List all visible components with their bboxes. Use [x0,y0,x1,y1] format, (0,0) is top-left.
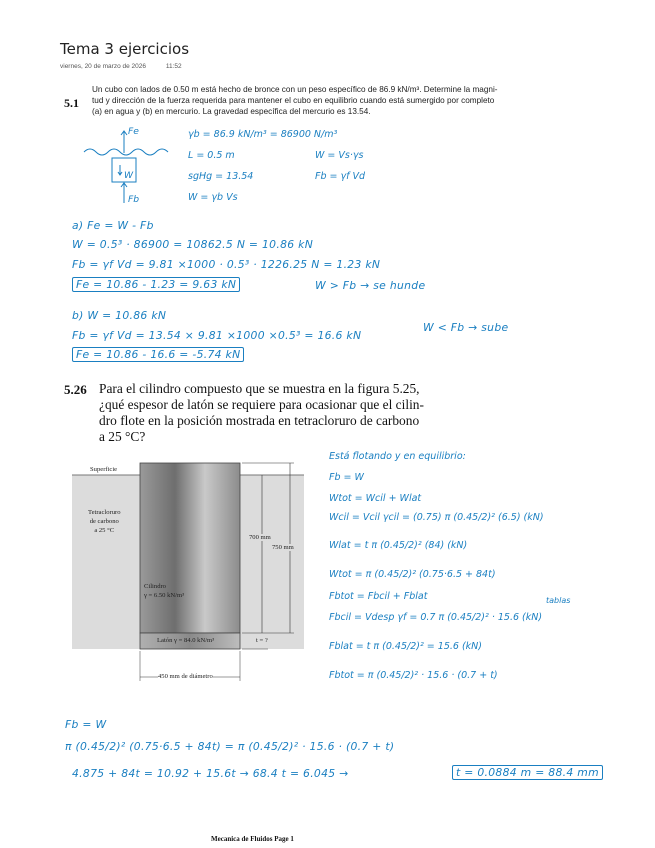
final-result: t = 0.0884 m = 88.4 mm [452,765,603,780]
cylinder-figure [72,455,312,695]
figure-750-label: 750 mm [272,544,294,551]
problem-5-26-line: Para el cilindro compuesto que se muestra en la figura 5.25, [99,381,420,396]
solution-line: Fbcil = Vdesp γf = 0.7 π (0.45/2)² · 15.6 (kN) [329,612,543,623]
part-a-line-1: a) Fe = W - Fb [72,219,154,232]
part-b-conclusion: W < Fb → sube [423,321,509,334]
figure-cylinder-line: γ = 6.50 kN/m³ [144,592,185,599]
part-a-line-2: W = 0.5³ · 86900 = 10862.5 N = 10.86 kN [72,238,314,251]
given-buoyancy-formula: Fb = γf Vd [315,171,366,182]
part-b-line-2: Fb = γf Vd = 13.54 × 9.81 ×1000 ×0.5³ = 16.6 kN [72,329,362,342]
given-weight: W = γb Vs [188,192,238,203]
solution-line: Wcil = Vcil γcil = (0.75) π (0.45/2)² (6.5) (kN) [329,512,544,523]
figure-fluid-line: de carbono [89,518,119,525]
page-meta [60,63,200,70]
part-a-line-3: Fb = γf Vd = 9.81 ×1000 · 0.5³ · 1226.25 N = 1.23 kN [72,258,381,271]
figure-thickness-label: t = ? [256,637,268,644]
problem-5-26-text [99,381,424,445]
part-b-line-1: b) W = 10.86 kN [72,309,167,322]
given-length: L = 0.5 m [188,150,235,161]
solution-line: Está flotando y en equilibrio: [329,451,466,462]
problem-5-26-line: dro flote en la posición mostrada en tetracloruro de carbono [99,413,420,428]
page-time: 11:52 [165,63,182,70]
problem-number-5-26: 5.26 [64,382,87,397]
figure-700-label: 700 mm [249,534,271,541]
problem-number-5-1: 5.1 [64,96,79,110]
solution-line: Fblat = t π (0.45/2)² = 15.6 (kN) [329,641,482,652]
figure-brass-label: Latón γ = 84.0 kN/m³ [157,637,215,644]
problem-5-1-line: (a) en agua y (b) en mercurio. La gravedad específica del mercurio es 13.54. [92,107,371,116]
figure-diameter-label: 450 mm de diámetro [158,673,213,680]
solution-line: Fbtot = Fbcil + Fblat [329,591,428,602]
solution-line: Wtot = Wcil + Wlat [329,493,422,504]
problem-5-26-line: a 25 °C? [99,429,146,444]
problem-5-1-line: Un cubo con lados de 0.50 m está hecho de bronce con un peso específico de 86.9 kN/m³. Determine la magni- [92,85,498,94]
figure-cylinder-line: Cilindro [144,583,166,590]
solution-line: Wlat = t π (0.45/2)² (84) (kN) [329,540,468,551]
figure-cylinder-label [144,582,184,600]
solution-line: Fbtot = π (0.45/2)² · 15.6 · (0.7 + t) [329,670,498,681]
final-line-2: π (0.45/2)² (0.75·6.5 + 84t) = π (0.45/2)² · 15.6 · (0.7 + t) [65,740,395,753]
figure-fluid-label [88,508,121,535]
page-title: Tema 3 ejercicios [60,40,190,58]
part-a-conclusion: W > Fb → se hunde [315,279,426,292]
solution-line: Wtot = π (0.45/2)² (0.75·6.5 + 84t) [329,569,496,580]
problem-5-1-text [92,84,547,117]
final-line-1: Fb = W [65,718,107,731]
page-footer: Mecanica de Fluidos Page 1 [211,835,294,843]
given-sg: sgHg = 13.54 [188,171,254,182]
part-a-result: Fe = 10.86 - 1.23 = 9.63 kN [72,277,240,292]
problem-5-26-line: ¿qué espesor de latón se requiere para ocasionar que el cilin- [99,397,424,412]
problem-5-1-line: tud y dirección de la fuerza requerida para mantener el cubo en equilibrio cuando está sumergido por completo [92,96,495,105]
solution-line: Fb = W [329,472,364,483]
given-weight-formula: W = Vs·γs [315,150,364,161]
sketch-fe-label: Fe [128,126,139,137]
page-date: viernes, 20 de marzo de 2026 [60,63,146,70]
sketch-fb-label: Fb [128,194,140,205]
figure-surface-label: Superficie [90,466,118,473]
tablas-note: tablas [546,596,571,605]
final-line-3: 4.875 + 84t = 10.92 + 15.6t → 68.4 t = 6.045 → [72,767,349,780]
given-gamma: γb = 86.9 kN/m³ = 86900 N/m³ [188,129,338,140]
sketch-w-label: W [124,170,134,181]
figure-fluid-line: Tetracloruro [88,509,121,516]
figure-fluid-line: a 25 °C [94,527,115,534]
part-b-result: Fe = 10.86 - 16.6 = -5.74 kN [72,347,244,362]
